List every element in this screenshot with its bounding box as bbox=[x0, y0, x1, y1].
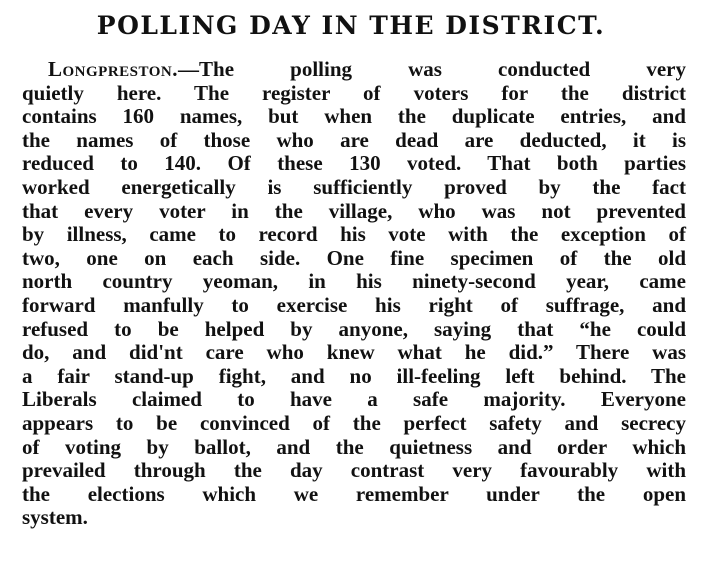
article-line: north country yeoman, in his ninety-second year, came bbox=[22, 269, 686, 294]
placename: Longpreston. bbox=[48, 57, 179, 81]
article-line: system. bbox=[22, 505, 88, 530]
article-line: forward manfully to exercise his right of suffrage, and bbox=[22, 292, 686, 317]
article-line: do, and did'nt care who knew what he did.” There was bbox=[22, 340, 686, 365]
article-line: worked energetically is sufficiently proved by the fact bbox=[22, 174, 686, 199]
article-line: of voting by ballot, and the quietness and order which bbox=[22, 434, 686, 459]
article-line: by illness, came to record his vote with the exception of bbox=[22, 222, 686, 247]
article-line: refused to be helped by anyone, saying that “he could bbox=[22, 316, 686, 341]
article-line: two, one on each side. One fine specimen of the old bbox=[22, 245, 686, 270]
article-line: reduced to 140. Of these 130 voted. That both parties bbox=[22, 151, 686, 176]
article-line: quietly here. The register of voters for the district bbox=[22, 80, 686, 105]
article-line: the elections which we remember under the open bbox=[22, 481, 686, 506]
article-line: the names of those who are dead are deducted, it is bbox=[22, 127, 686, 152]
article-line: prevailed through the day contrast very favourably with bbox=[22, 458, 686, 483]
article-paragraph bbox=[22, 58, 686, 530]
article-line: that every voter in the village, who was not prevented bbox=[22, 198, 686, 223]
article-line: appears to be convinced of the perfect safety and secrecy bbox=[22, 410, 686, 435]
article-line: a fair stand-up fight, and no ill-feeling left behind. The bbox=[22, 363, 686, 388]
article-line: Longpreston.—The polling was conducted very bbox=[48, 57, 686, 81]
article-line: Liberals claimed to have a safe majority. Everyone bbox=[22, 387, 686, 412]
article-line: contains 160 names, but when the duplicate entries, and bbox=[22, 104, 686, 129]
headline: POLLING DAY IN THE DISTRICT. bbox=[96, 11, 606, 40]
